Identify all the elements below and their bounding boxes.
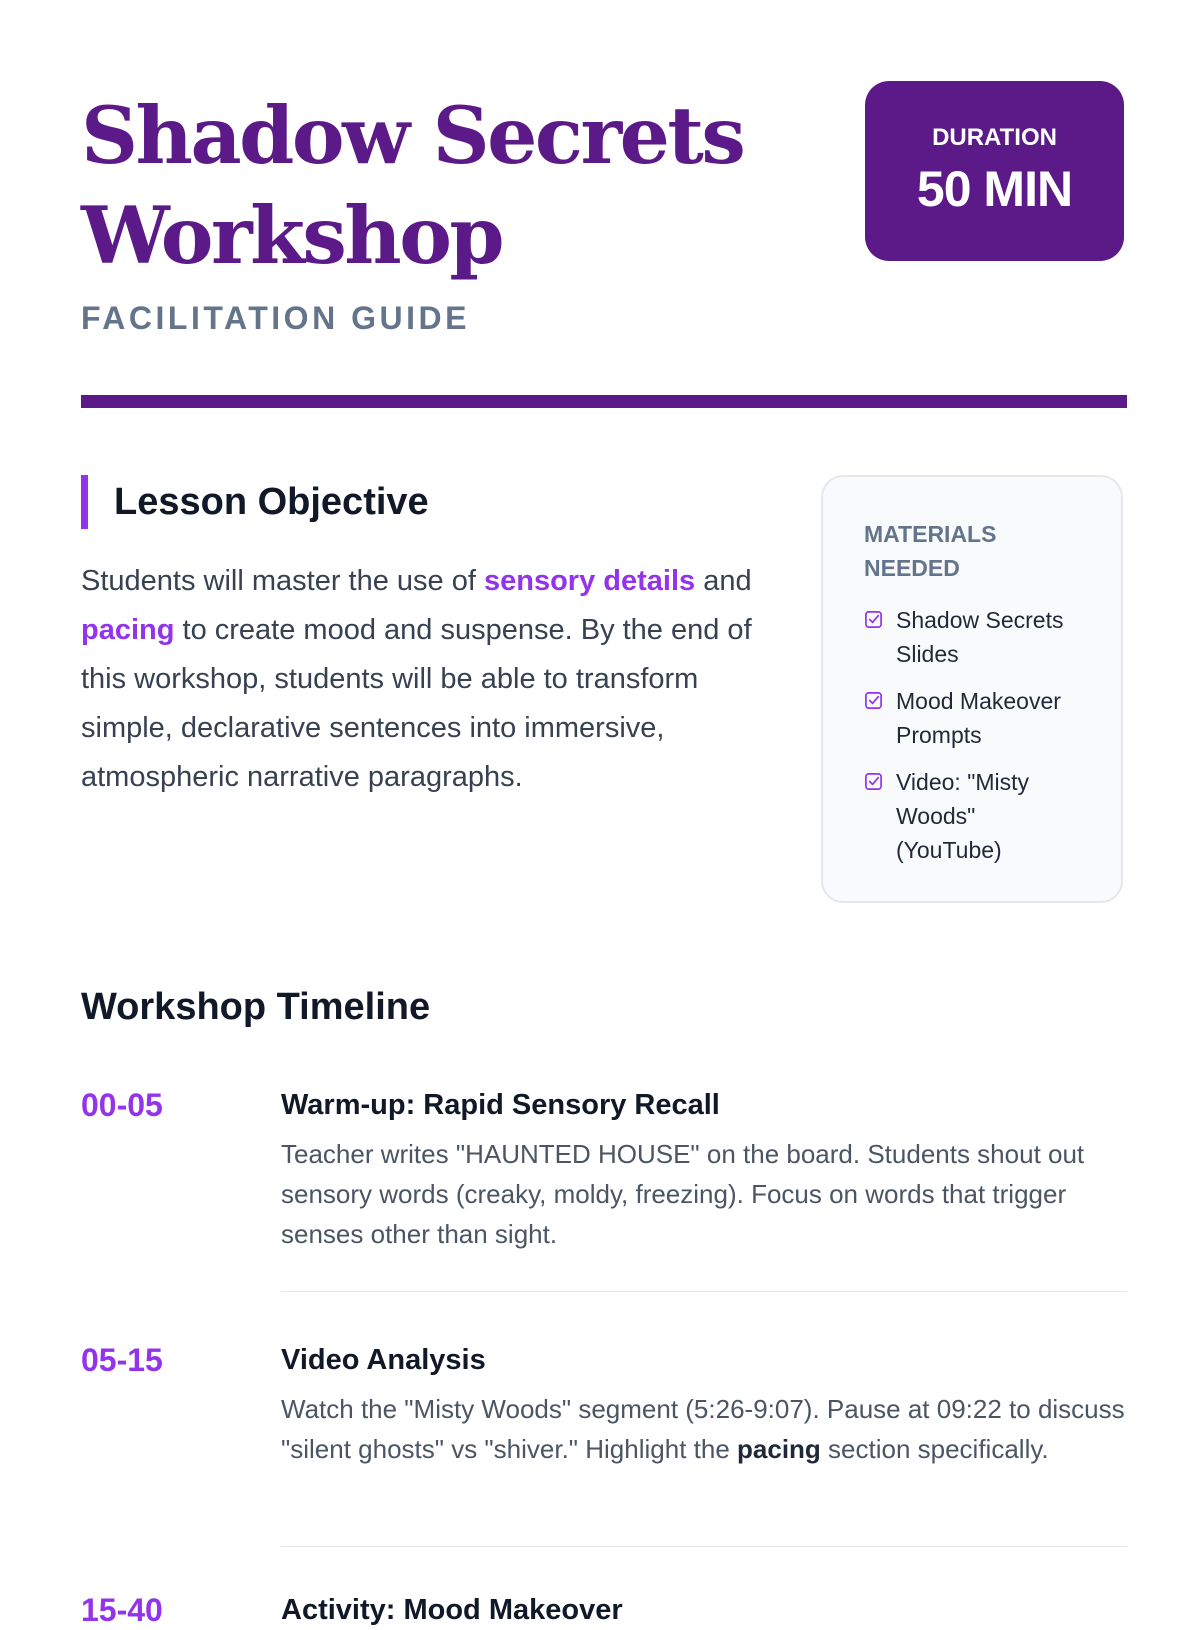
- materials-item-label: Shadow Secrets Slides: [896, 607, 1064, 667]
- duration-value: 50 MIN: [916, 161, 1073, 217]
- description-text-part: Watch the "Misty Woods" segment (5:26-9:07). Pause at 09:22 to discuss "silent ghosts" vs "shiver." Highlight the: [281, 1394, 1125, 1464]
- materials-card: [821, 475, 1123, 903]
- checkbox-check-icon: [864, 772, 883, 791]
- description-text-part: section specifically.: [820, 1434, 1049, 1464]
- timeline-entry-time: 15-40: [81, 1592, 163, 1628]
- page-subtitle: FACILITATION GUIDE: [81, 300, 470, 336]
- timeline-entry-body: [281, 1085, 1127, 1254]
- lesson-objective-section: [81, 475, 771, 802]
- highlight-sensory-details: sensory details: [483, 565, 696, 597]
- duration-badge: [865, 81, 1124, 261]
- timeline-entry-description: Teacher writes "HAUNTED HOUSE" on the board. Students shout out sensory words (creaky, moldy, freezing). Focus on words that trigger senses other than sight.: [281, 1139, 1085, 1249]
- timeline-divider: [281, 1291, 1127, 1292]
- objective-text: [81, 557, 771, 802]
- materials-item-label: Mood Makeover Prompts: [896, 688, 1061, 748]
- timeline-entry-body: [281, 1340, 1127, 1469]
- timeline-entry-title: Video Analysis: [281, 1344, 486, 1376]
- materials-item: [864, 603, 1087, 671]
- timeline-divider: [281, 1546, 1127, 1547]
- workshop-timeline-section: [81, 980, 1127, 1628]
- timeline-entry-time: 05-15: [81, 1342, 163, 1378]
- highlight-pacing: pacing: [81, 614, 175, 646]
- timeline-entry-time: 00-05: [81, 1087, 163, 1123]
- materials-title: MATERIALS NEEDED: [864, 521, 997, 581]
- materials-item: [864, 684, 1087, 752]
- materials-item-label: Video: "Misty Woods" (YouTube): [896, 769, 1030, 863]
- objective-text-part: Students will master the use of: [81, 565, 484, 597]
- duration-label: DURATION: [932, 124, 1057, 151]
- description-bold-pacing: pacing: [737, 1434, 821, 1464]
- page-title: Shadow Secrets Workshop: [81, 89, 744, 282]
- page-header: [81, 0, 1127, 410]
- timeline-heading: Workshop Timeline: [81, 986, 431, 1028]
- materials-list: [864, 603, 1087, 867]
- objective-text-part: to create mood and suspense. By the end of this workshop, students will be able to transform simple, declarative sentences into immersive, atmospheric narrative paragraphs.: [81, 614, 752, 793]
- objective-heading-wrapper: [81, 475, 771, 529]
- checkbox-check-icon: [864, 610, 883, 629]
- timeline-entry-description: [281, 1389, 1127, 1469]
- timeline-entry-title: Warm-up: Rapid Sensory Recall: [281, 1089, 720, 1121]
- header-divider: [81, 395, 1127, 408]
- objective-text-part: and: [695, 565, 752, 597]
- objective-heading: Lesson Objective: [114, 481, 429, 523]
- checkbox-check-icon: [864, 691, 883, 710]
- timeline-entry-body: [281, 1590, 1127, 1630]
- timeline-entry-title: Activity: Mood Makeover: [281, 1594, 623, 1626]
- materials-item: [864, 765, 1087, 867]
- facilitation-guide-page: [81, 0, 1127, 1628]
